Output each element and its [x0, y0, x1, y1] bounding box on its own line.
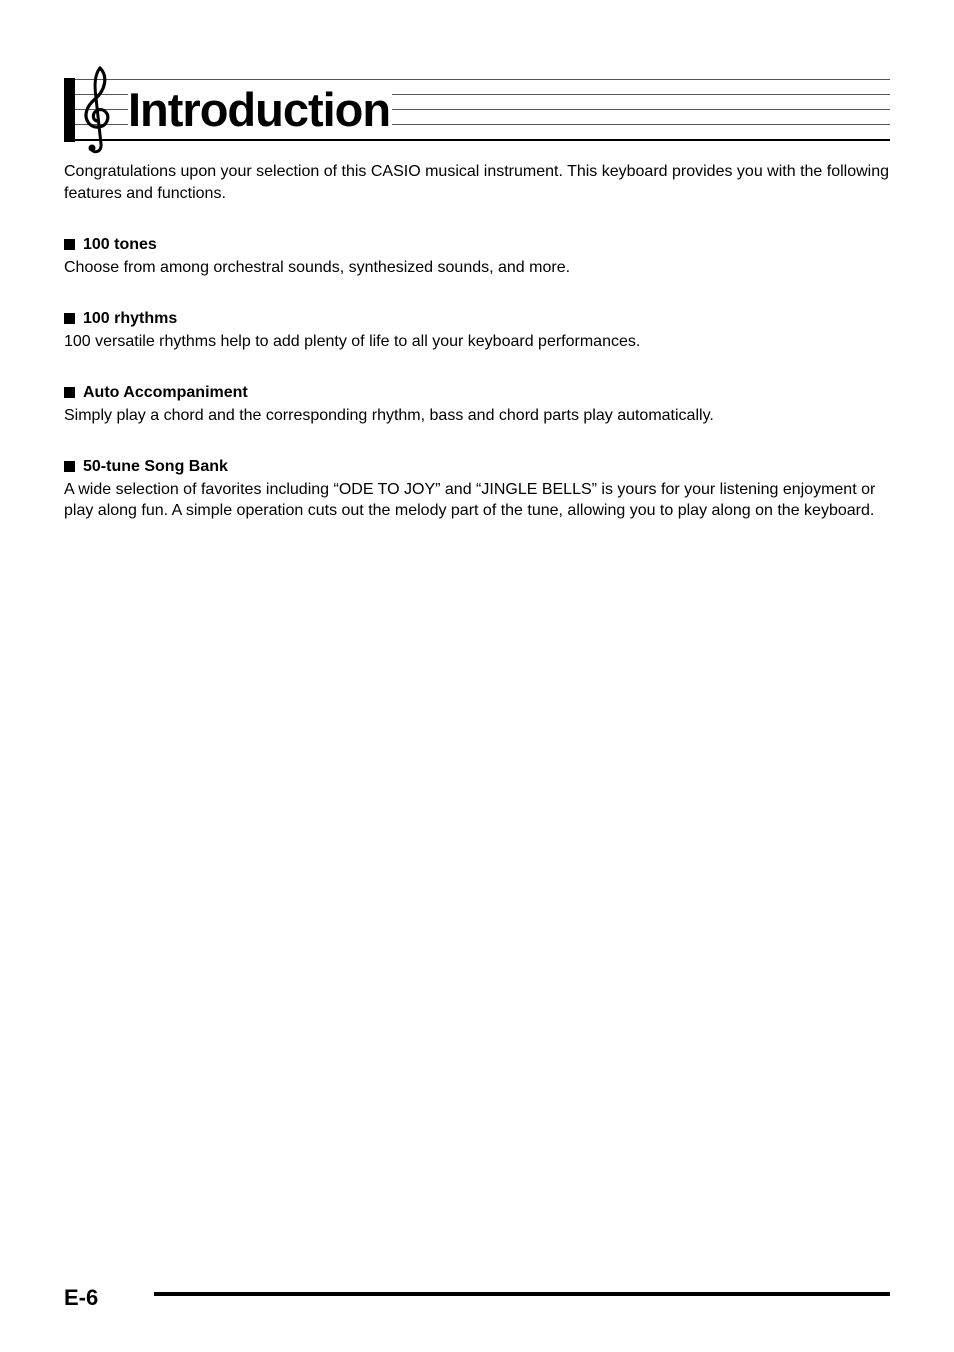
- section-header: [64, 78, 890, 144]
- feature-heading: [64, 234, 890, 256]
- page-content: [64, 161, 890, 552]
- feature-heading-text: 100 tones: [83, 236, 157, 253]
- feature-description: 100 versatile rhythms help to add plenty of life to all your keyboard performances.: [64, 332, 641, 350]
- feature-heading-text: Auto Accompaniment: [83, 384, 248, 401]
- feature-heading-text: 100 rhythms: [83, 310, 178, 327]
- feature-description: A wide selection of favorites including “ODE TO JOY” and “JINGLE BELLS” is yours for your listening enjoyment or play along fun. A simple operation cuts out the melody part of the tune, allowing you to play along on the keyboard.: [64, 480, 876, 519]
- square-bullet-icon: [64, 239, 75, 250]
- square-bullet-icon: [64, 461, 75, 472]
- intro-paragraph: Congratulations upon your selection of this CASIO musical instrument. This keyboard provides you with the following features and functions.: [64, 163, 890, 202]
- feature-item: [64, 308, 890, 352]
- feature-description: Choose from among orchestral sounds, synthesized sounds, and more.: [64, 258, 571, 276]
- feature-item: [64, 456, 890, 522]
- feature-heading: [64, 456, 890, 478]
- footer-rule: [154, 1292, 890, 1296]
- page-title: Introduction: [128, 83, 391, 136]
- feature-description: Simply play a chord and the corresponding rhythm, bass and chord parts play automatically.: [64, 406, 714, 424]
- feature-heading-text: 50-tune Song Bank: [83, 458, 228, 475]
- feature-item: [64, 234, 890, 278]
- staff-line: [75, 79, 890, 80]
- staff-line: [75, 139, 890, 141]
- page-number: E-6: [64, 1285, 99, 1310]
- square-bullet-icon: [64, 313, 75, 324]
- feature-heading: [64, 308, 890, 330]
- header-bar: [64, 78, 75, 142]
- feature-item: [64, 382, 890, 426]
- feature-heading: [64, 382, 890, 404]
- treble-clef-icon: [78, 64, 118, 156]
- square-bullet-icon: [64, 387, 75, 398]
